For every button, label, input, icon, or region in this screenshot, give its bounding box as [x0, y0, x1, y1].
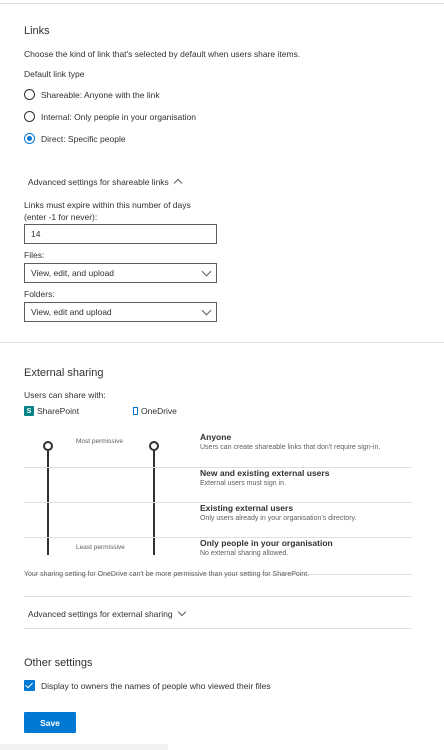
chevron-down-icon: [202, 267, 212, 277]
folders-dropdown[interactable]: [24, 302, 217, 322]
radio-shareable[interactable]: [24, 89, 160, 100]
advanced-shareable-label: Advanced settings for shareable links: [28, 177, 169, 187]
save-button[interactable]: Save: [24, 712, 76, 733]
sharepoint-label: SharePoint: [37, 406, 80, 416]
users-can-share-label: Users can share with:: [24, 390, 106, 400]
folders-label: Folders:: [24, 289, 55, 299]
default-link-type-label: Default link type: [24, 69, 85, 79]
radio-circle-checked[interactable]: [24, 133, 35, 144]
level-existing: [200, 503, 356, 522]
level-description: External users must sign in.: [200, 480, 286, 487]
folders-dropdown-value: View, edit and upload: [31, 307, 112, 317]
radio-circle[interactable]: [24, 111, 35, 122]
chevron-up-icon: [174, 179, 182, 187]
top-divider: [0, 3, 444, 4]
files-dropdown-value: View, edit, and upload: [31, 268, 115, 278]
section-divider: [0, 342, 444, 343]
radio-label: Internal: Only people in your organisation: [41, 111, 196, 122]
other-settings-title: Other settings: [24, 657, 93, 669]
checkbox-label: Display to owners the names of people who viewed their files: [41, 680, 271, 691]
chevron-down-icon: [202, 306, 212, 316]
bottom-scroll-area: [0, 744, 168, 750]
divider: [24, 596, 412, 597]
least-permissive-label: Least permissive: [76, 544, 125, 551]
sharepoint-slider-handle[interactable]: [43, 441, 53, 451]
expire-label-line1: Links must expire within this number of days: [24, 200, 191, 210]
chevron-down-icon: [177, 608, 185, 616]
most-permissive-label: Most permissive: [76, 438, 123, 445]
onedrive-label: OneDrive: [141, 406, 177, 416]
level-title: Only people in your organisation: [200, 538, 333, 548]
radio-direct[interactable]: [24, 133, 126, 144]
files-dropdown[interactable]: [24, 263, 217, 283]
level-only-org: [200, 538, 333, 557]
expire-label: [24, 199, 191, 223]
onedrive-column-header: [133, 406, 177, 416]
external-sharing-title: External sharing: [24, 367, 104, 379]
level-new-and-existing: [200, 468, 329, 487]
level-description: No external sharing allowed.: [200, 550, 289, 557]
onedrive-sharing-note: Your sharing setting for OneDrive can't be more permissive than your setting for SharePoint.: [24, 571, 310, 578]
sharepoint-slider-track[interactable]: [47, 447, 49, 555]
files-label: Files:: [24, 250, 45, 260]
divider: [24, 628, 412, 629]
advanced-external-label: Advanced settings for external sharing: [28, 609, 173, 619]
expire-days-input[interactable]: [24, 224, 217, 244]
sharepoint-icon: S: [24, 406, 34, 416]
radio-label: Direct: Specific people: [41, 133, 126, 144]
level-title: Existing external users: [200, 503, 294, 513]
advanced-shareable-toggle[interactable]: [28, 177, 181, 187]
level-description: Users can create shareable links that don't require sign-in.: [200, 444, 381, 451]
links-description: Choose the kind of link that's selected by default when users share items.: [24, 49, 301, 59]
expire-days-value: 14: [31, 229, 41, 239]
level-title: New and existing external users: [200, 468, 330, 478]
level-title: Anyone: [200, 432, 232, 442]
checkbox-checked[interactable]: [24, 680, 35, 691]
onedrive-icon: [133, 407, 138, 415]
onedrive-slider-track[interactable]: [153, 447, 155, 555]
level-anyone: [200, 432, 380, 451]
radio-circle[interactable]: [24, 89, 35, 100]
radio-label: Shareable: Anyone with the link: [41, 89, 160, 100]
advanced-external-toggle[interactable]: [28, 609, 185, 619]
links-section-title: Links: [24, 25, 50, 37]
expire-label-line2: (enter -1 for never):: [24, 212, 98, 222]
level-description: Only users already in your organisation's directory.: [200, 515, 357, 522]
radio-internal[interactable]: [24, 111, 196, 122]
sharepoint-column-header: [24, 406, 79, 416]
viewers-checkbox-row[interactable]: [24, 680, 271, 691]
onedrive-slider-handle[interactable]: [149, 441, 159, 451]
